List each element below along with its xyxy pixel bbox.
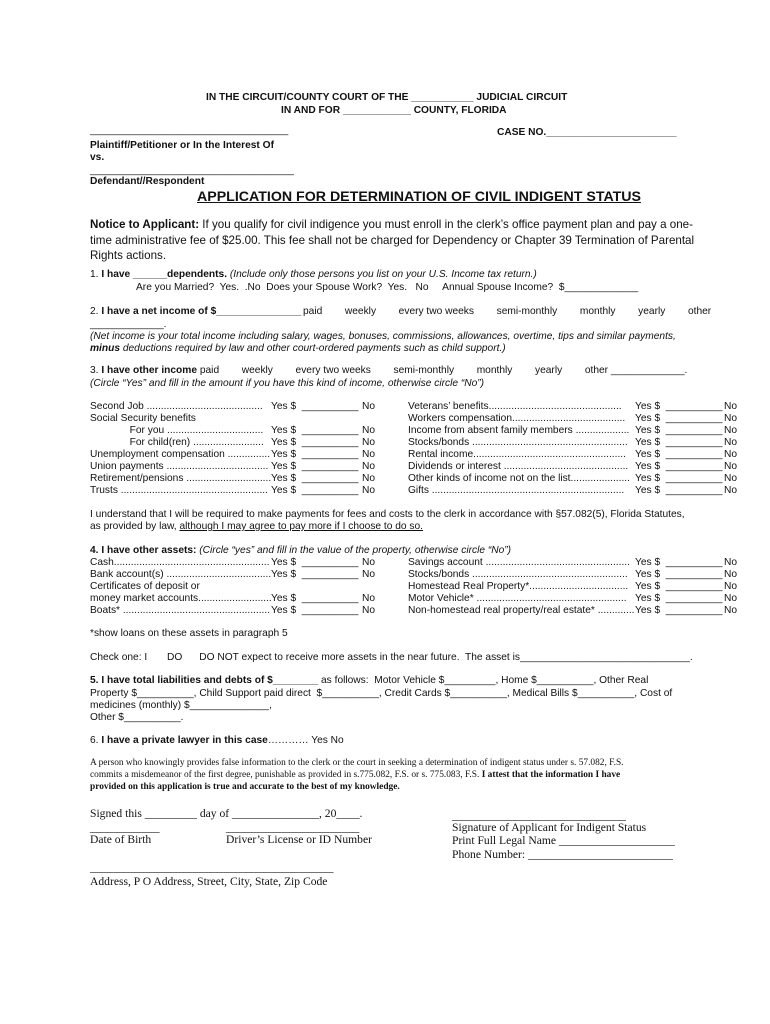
- question-3-number: 3.: [90, 365, 102, 376]
- no-option[interactable]: No: [724, 557, 738, 568]
- yes-amount-field[interactable]: Yes $ __________: [271, 605, 359, 616]
- yes-amount-field[interactable]: Yes $ __________: [635, 605, 723, 616]
- yes-amount-field[interactable]: Yes $ __________: [271, 449, 359, 460]
- defendant-name-field[interactable]: ____________________________________: [90, 165, 294, 176]
- no-option[interactable]: No: [362, 425, 376, 436]
- other-income-label: I have other income: [101, 365, 198, 376]
- row-label: Unemployment compensation ...............: [90, 449, 271, 460]
- row-label: Rental income......................................................: [408, 449, 626, 460]
- question-5-line3[interactable]: medicines (monthly) $______________,: [90, 700, 272, 711]
- row-label: Other kinds of income not on the list.....................: [408, 473, 630, 484]
- question-5-line1: [90, 676, 648, 686]
- no-option[interactable]: No: [362, 557, 376, 568]
- yes-amount-field[interactable]: Yes $ __________: [271, 473, 359, 484]
- no-option[interactable]: No: [362, 569, 376, 580]
- row-label: Savings account ...................................................: [408, 557, 630, 568]
- no-option[interactable]: No: [362, 449, 376, 460]
- private-lawyer-options[interactable]: ………… Yes No: [267, 735, 344, 746]
- no-option[interactable]: No: [724, 401, 738, 412]
- court-heading-line1: IN THE CIRCUIT/COUNTY COURT OF THE ___________ JUDICIAL CIRCUIT: [206, 92, 568, 103]
- payment-understanding-line2: [90, 522, 423, 532]
- no-option[interactable]: No: [362, 437, 376, 448]
- minus-word: minus: [90, 343, 121, 354]
- question-6: [90, 736, 344, 746]
- row-label: Dividends or interest ............................................: [408, 461, 629, 472]
- row-label: Homestead Real Property*...................................: [408, 581, 629, 592]
- row-label: Gifts ....................................................................: [408, 485, 625, 496]
- net-income-note-rest: deductions required by law and other court-ordered payments such as child support.): [120, 343, 506, 354]
- row-label: Trusts ....................................................: [90, 485, 268, 496]
- no-option[interactable]: No: [724, 461, 738, 472]
- row-label: Motor Vehicle* .....................................................: [408, 593, 627, 604]
- no-option[interactable]: No: [362, 593, 376, 604]
- question-4: [90, 546, 511, 556]
- no-option[interactable]: No: [362, 473, 376, 484]
- no-option[interactable]: No: [724, 605, 738, 616]
- no-option[interactable]: No: [724, 485, 738, 496]
- no-option[interactable]: No: [362, 461, 376, 472]
- row-label: Certificates of deposit or: [90, 581, 200, 592]
- drivers-license-label: Driver’s License or ID Number: [226, 833, 372, 846]
- total-liabilities-field[interactable]: 5. I have total liabilities and debts of $________: [90, 675, 319, 686]
- yes-amount-field[interactable]: Yes $ __________: [635, 401, 723, 412]
- net-income-frequency-options[interactable]: paid weekly every two weeks semi-monthly monthly yearly other: [303, 306, 712, 317]
- row-label: Boats* ....................................................: [90, 605, 271, 616]
- row-label: Non-homestead real property/real estate* .............: [408, 605, 635, 616]
- payment-understanding-underlined: although I may agree to pay more if I choose to do so.: [179, 521, 423, 532]
- versus-label: vs.: [90, 152, 105, 163]
- plaintiff-name-field[interactable]: ___________________________________: [90, 125, 289, 136]
- row-label: Second Job .........................................: [90, 401, 263, 412]
- row-label: Stocks/bonds .......................................................: [408, 437, 628, 448]
- yes-amount-field[interactable]: Yes $ __________: [635, 485, 723, 496]
- other-income-frequency-options[interactable]: paid weekly every two weeks semi-monthly monthly yearly other _____________.: [197, 365, 688, 376]
- date-of-birth-label: Date of Birth: [90, 833, 152, 846]
- net-income-label: I have a net income of $: [101, 306, 217, 317]
- net-income-note-line1: (Net income is your total income including salary, wages, bonuses, commissions, allowances, overtime, tips and similar payments,: [90, 331, 676, 342]
- plaintiff-label: Plaintiff/Petitioner or In the Interest Of: [90, 140, 274, 151]
- yes-amount-field[interactable]: Yes $ __________: [271, 569, 359, 580]
- row-label: Union payments ....................................: [90, 461, 269, 472]
- yes-amount-field[interactable]: Yes $ __________: [271, 485, 359, 496]
- no-option[interactable]: No: [724, 413, 738, 424]
- no-option[interactable]: No: [724, 437, 738, 448]
- notice-label: Notice to Applicant:: [90, 218, 200, 231]
- no-option[interactable]: No: [724, 425, 738, 436]
- net-income-field[interactable]: _______________: [216, 306, 302, 317]
- no-option[interactable]: No: [362, 485, 376, 496]
- date-of-birth-field[interactable]: ____________: [90, 821, 160, 834]
- no-option[interactable]: No: [362, 401, 376, 412]
- yes-amount-field[interactable]: Yes $ __________: [635, 449, 723, 460]
- no-option[interactable]: No: [362, 605, 376, 616]
- row-label: Income from absent family members ...................: [408, 425, 630, 436]
- defendant-label: Defendant//Respondent: [90, 176, 205, 187]
- net-income-other-field[interactable]: _____________.: [90, 319, 167, 330]
- other-income-instructions: (Circle “Yes” and fill in the amount if you have this kind of income, otherwise circle “No”): [90, 378, 485, 389]
- dependents-field[interactable]: I have ______dependents.: [101, 269, 228, 280]
- signed-date-field[interactable]: Signed this _________ day of _______________, 20____.: [90, 807, 363, 820]
- attestation-line2-bold: I attest that the information I have: [481, 770, 621, 780]
- expect-assets-line[interactable]: Check one: I DO DO NOT expect to receive more assets in the near future. The asset is______________________________.: [90, 652, 693, 663]
- attestation-line3: provided on this application is true and accurate to the best of my knowledge.: [90, 782, 400, 792]
- row-label: Veterans’ benefits...............................................: [408, 401, 622, 412]
- drivers-license-field[interactable]: _______________________: [226, 821, 360, 834]
- court-heading-line2: IN AND FOR ____________ COUNTY, FLORIDA: [281, 105, 507, 116]
- no-option[interactable]: No: [724, 581, 738, 592]
- address-field[interactable]: __________________________________________: [90, 861, 334, 874]
- row-label: For child(ren) .........................: [90, 437, 264, 448]
- question-1-number: 1.: [90, 269, 102, 280]
- no-option[interactable]: No: [724, 473, 738, 484]
- yes-amount-field[interactable]: Yes $ __________: [635, 461, 723, 472]
- spouse-line: Are you Married? Yes. .No Does your Spouse Work? Yes. No Annual Spouse Income? $_____________: [136, 282, 639, 293]
- form-title: APPLICATION FOR DETERMINATION OF CIVIL INDIGENT STATUS: [197, 189, 642, 205]
- no-option[interactable]: No: [724, 593, 738, 604]
- yes-amount-field[interactable]: Yes $ __________: [271, 425, 359, 436]
- payment-understanding-plain: as provided by law,: [90, 521, 180, 532]
- loans-note: *show loans on these assets in paragraph 5: [90, 628, 288, 639]
- attestation-line2: [90, 771, 620, 780]
- no-option[interactable]: No: [724, 569, 738, 580]
- other-assets-instructions: (Circle “yes” and fill in the value of the property, otherwise circle “No”): [196, 545, 512, 556]
- yes-amount-field[interactable]: Yes $ __________: [635, 593, 723, 604]
- print-name-field[interactable]: Print Full Legal Name ____________________: [452, 834, 675, 847]
- no-option[interactable]: No: [724, 449, 738, 460]
- liabilities-text1: as follows: Motor Vehicle $_________, Home $__________, Other Real: [318, 675, 649, 686]
- row-label: Social Security benefits: [90, 413, 196, 424]
- question-2-number: 2.: [90, 306, 102, 317]
- question-5-line4[interactable]: Other $__________.: [90, 712, 184, 723]
- address-label: Address, P O Address, Street, City, State, Zip Code: [90, 875, 328, 888]
- row-label: money market accounts..........................: [90, 593, 272, 604]
- net-income-note-line2: [90, 344, 506, 354]
- yes-amount-field[interactable]: Yes $ __________: [635, 581, 723, 592]
- attestation-line1: A person who knowingly provides false information to the clerk or the court in seeking a determination of indigent status under s. 57.082, F.S.: [90, 758, 624, 768]
- row-label: For you ..................................: [90, 425, 264, 436]
- yes-amount-field[interactable]: Yes $ __________: [271, 461, 359, 472]
- question-2: [90, 307, 301, 317]
- yes-amount-field[interactable]: Yes $ __________: [271, 437, 359, 448]
- payment-understanding-line1: I understand that I will be required to make payments for fees and costs to the clerk in accordance with §57.082(5), Florida Statutes,: [90, 509, 685, 520]
- question-1: [90, 270, 537, 280]
- yes-amount-field[interactable]: Yes $ __________: [271, 593, 359, 604]
- question-5-line2[interactable]: Property $__________, Child Support paid direct $__________, Credit Cards $__________, Medical Bills $__________, Cost of: [90, 688, 673, 699]
- yes-amount-field[interactable]: Yes $ __________: [635, 437, 723, 448]
- yes-amount-field[interactable]: Yes $ __________: [271, 401, 359, 412]
- private-lawyer-label: I have a private lawyer in this case: [101, 735, 268, 746]
- notice-text: If you qualify for civil indigence you must enroll in the clerk’s office payment plan and pay a one-time administrative fee of $25.00. This fee shall not be charged for Dependency or Chapter 39 Termination of Parental Rights actions.: [90, 218, 695, 263]
- row-label: Workers compensation........................................: [408, 413, 626, 424]
- signature-label: Signature of Applicant for Indigent Status: [452, 821, 647, 834]
- yes-amount-field[interactable]: Yes $ __________: [635, 425, 723, 436]
- question-6-number: 6.: [90, 735, 102, 746]
- yes-amount-field[interactable]: Yes $ __________: [635, 413, 723, 424]
- row-label: Retirement/pensions ..............................: [90, 473, 272, 484]
- yes-amount-field[interactable]: Yes $ __________: [635, 557, 723, 568]
- notice-paragraph: [90, 217, 698, 264]
- signature-line[interactable]: ______________________________: [452, 809, 626, 822]
- row-label: Cash.......................................................: [90, 557, 270, 568]
- other-assets-label: 4. I have other assets:: [90, 545, 197, 556]
- yes-amount-field[interactable]: Yes $ __________: [271, 557, 359, 568]
- question-3: [90, 366, 687, 376]
- row-label: Stocks/bonds .......................................................: [408, 569, 628, 580]
- yes-amount-field[interactable]: Yes $ __________: [635, 569, 723, 580]
- phone-number-field[interactable]: Phone Number: _________________________: [452, 848, 673, 861]
- dependents-note: (Include only those persons you list on your U.S. Income tax return.): [227, 269, 537, 280]
- row-label: Bank account(s) .....................................: [90, 569, 272, 580]
- yes-amount-field[interactable]: Yes $ __________: [635, 473, 723, 484]
- case-number-field[interactable]: CASE NO._______________________: [497, 127, 677, 138]
- attestation-line2-plain: commits a misdemeanor of the first degree, punishable as provided in s.775.082, F.S. or s. 775.083, F.S.: [90, 770, 482, 780]
